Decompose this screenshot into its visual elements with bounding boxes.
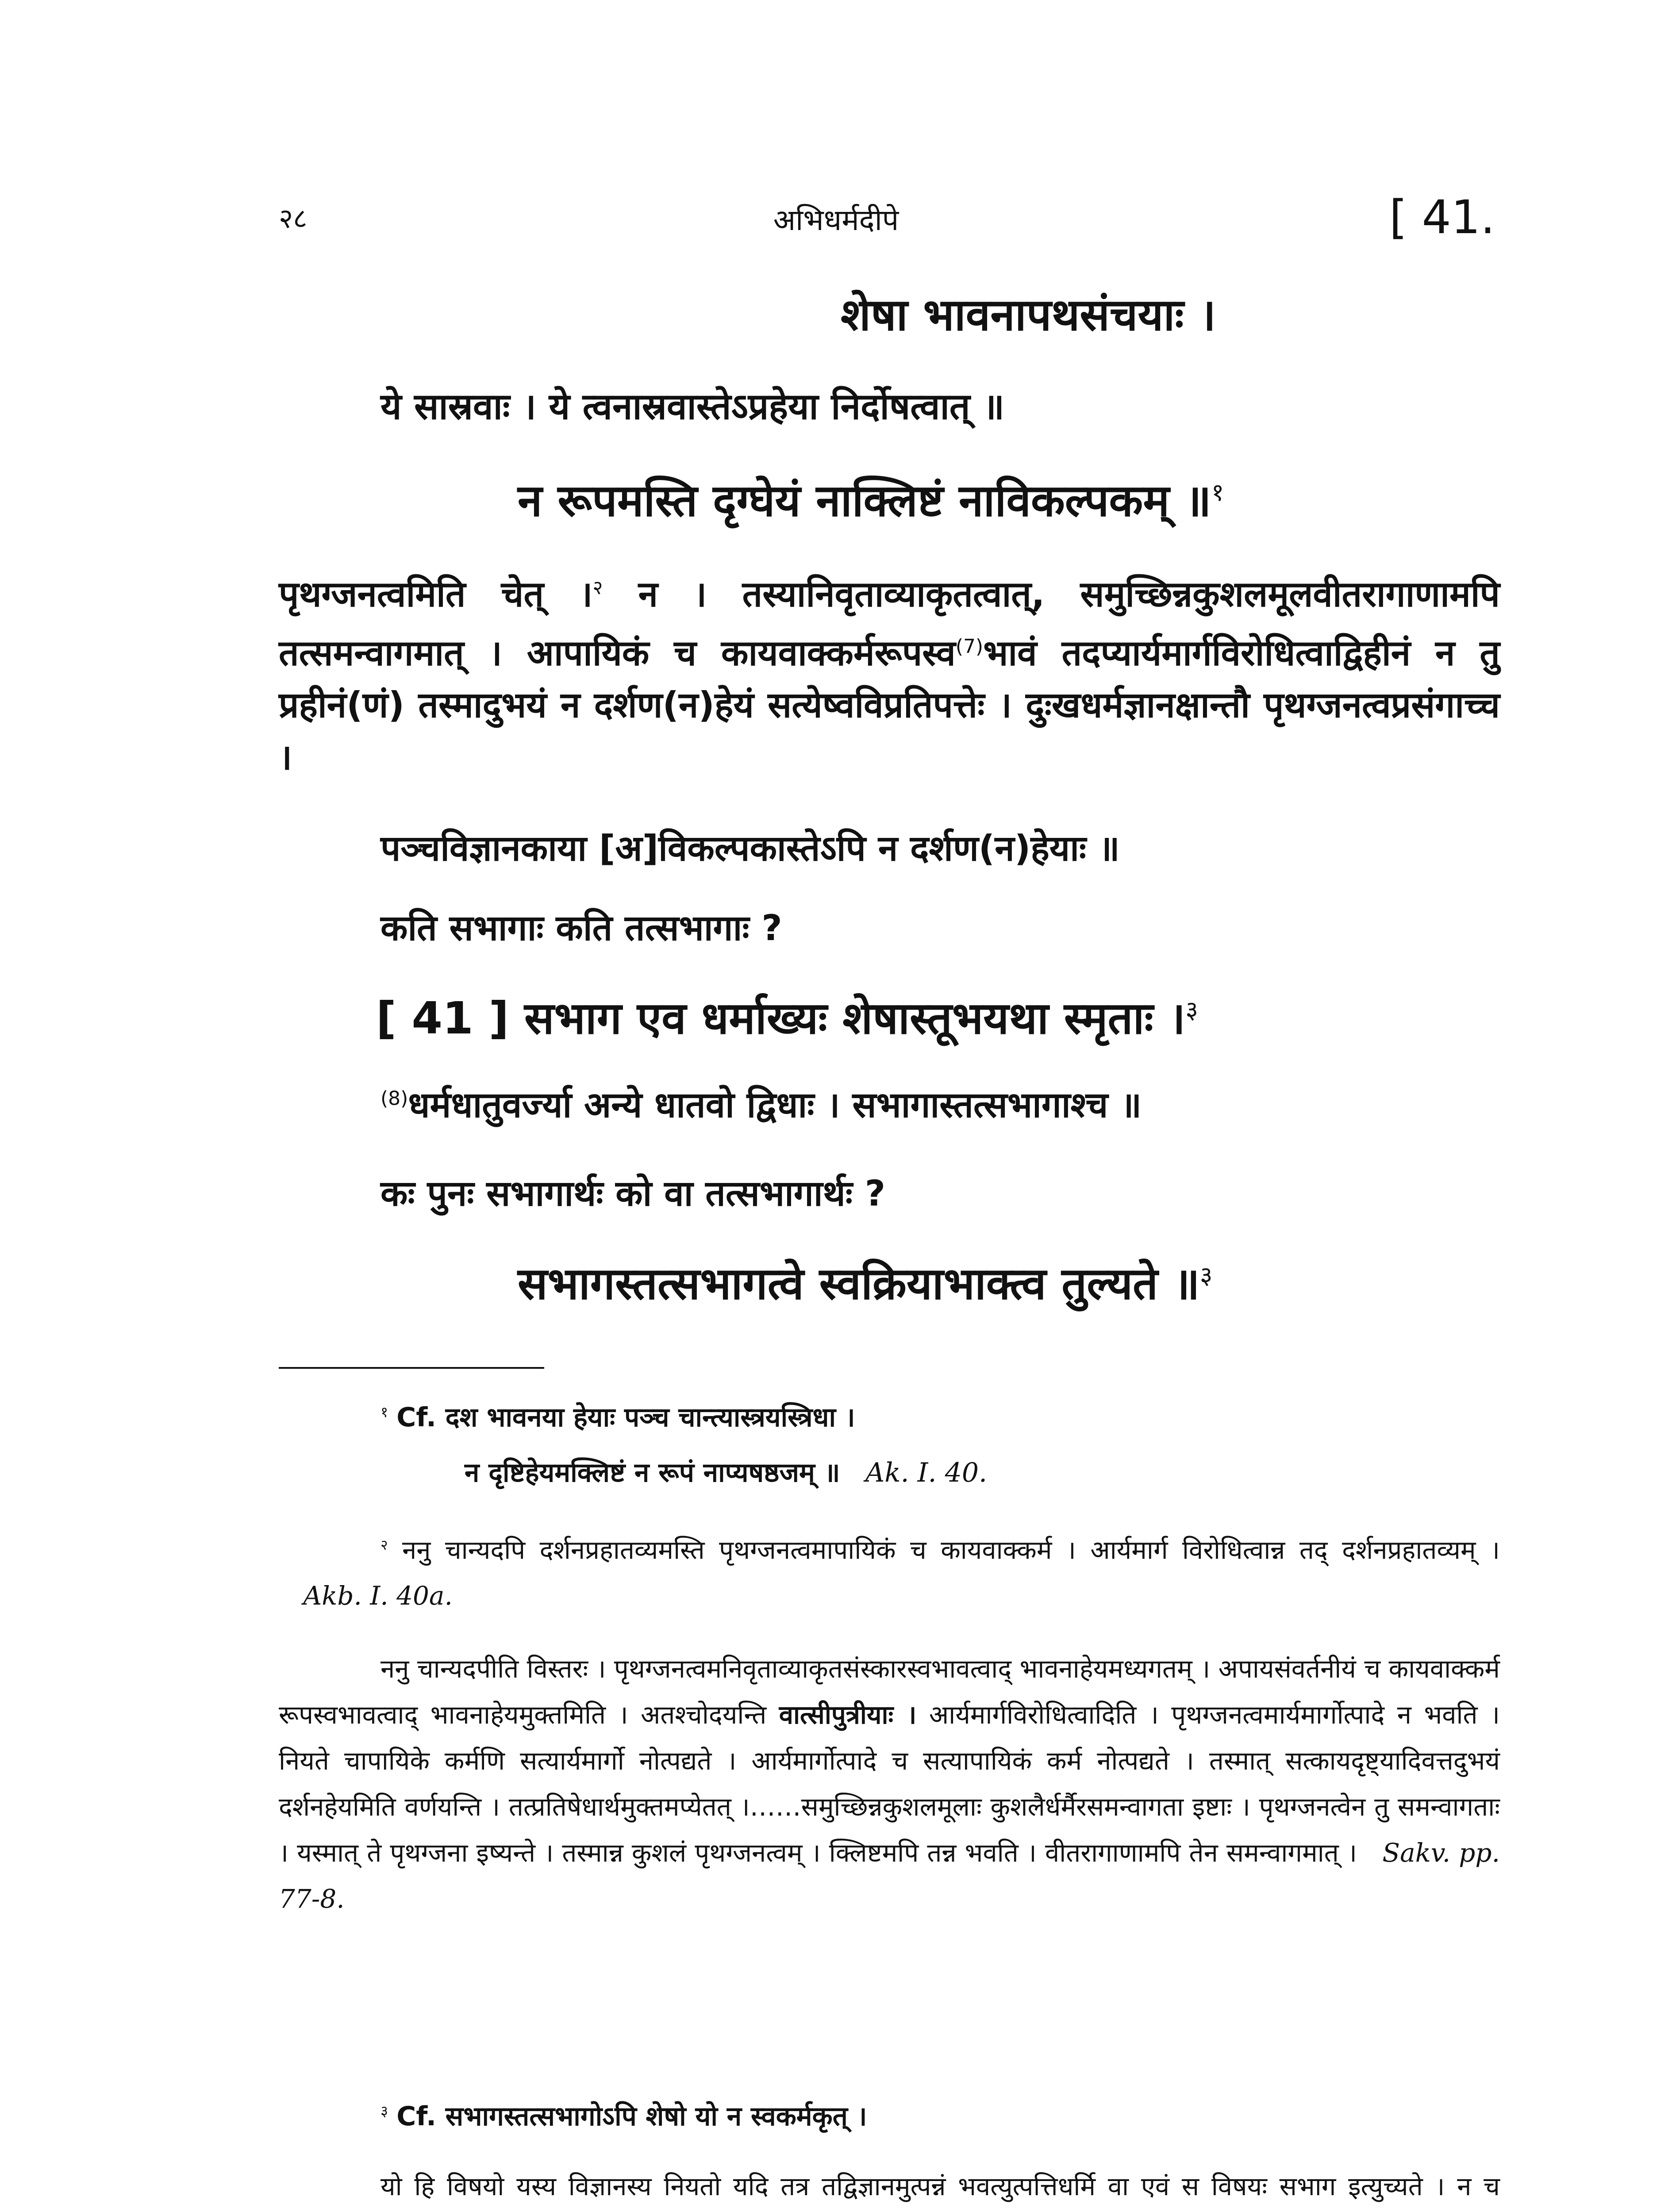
footnote-1-text: Cf. दश भावनया हेयाः पञ्च चान्त्यास्त्रयस्त्रिधा ।: [396, 1402, 855, 1433]
bracket-page-number: [ 41.: [1389, 190, 1495, 244]
footnote-2-commentary: [279, 1646, 1500, 1922]
footnote-3-para: यो हि विषयो यस्य विज्ञानस्य नियतो यदि तत्र तद्विज्ञानमुत्पन्नं भवत्युत्पत्तिधर्मि वा एवं स विषयः सभाग इत्युच्यते । न च: [381, 2171, 1500, 2201]
verse-1: शेषा भावनापथसंचयाः ।: [841, 289, 1216, 341]
commentary-line-8: [381, 1079, 1142, 1128]
verse-7: [376, 987, 1198, 1047]
footnote-2-para-2: आर्यमार्गविरोधित्वादिति । पृथग्जनत्वमार्यमार्गोत्पादे न भवति । नियते चापायिके कर्मणि सत्यार्यमार्गो नोत्पद्यते । आर्यमार्गोत्पादे च सत्यापायिकं कर्म नोत्पद्यते । तस्मात् सत्कायदृष्ट्यादिवत्तदुभयं दर्शनहेयमिति वर्णयन्ति । तत्प्रतिषेधार्थमुक्तमप्येतत् ।……समुच्छिन्नकुशलमूलाः कुशलैर्धर्मैरसमन्वागता इष्टाः । पृथग्जनत्वेन तु समन्वागताः । यस्मात् ते पृथग्जना इष्यन्ते । तस्मान्न कुशलं पृथग्जनत्वम् । क्लिष्टमपि तन्न भवति । वीतरागाणामपि तेन समन्वागमात् ।: [279, 1700, 1500, 1868]
footnote-2-number: २: [381, 1536, 388, 1553]
footnote-ref-1: १: [1211, 478, 1224, 507]
footnote-1-number: १: [381, 1403, 388, 1421]
footnote-1-line-1: [381, 1398, 855, 1434]
manuscript-marker-8: (8): [381, 1087, 408, 1110]
page-number: २८: [279, 202, 307, 234]
para-part-2: न । तस्यानिवृताव्याकृतत्वात्, समुच्छिन्नकुशलमूलवीतरागाणामपि तत्समन्वागमात् । आपायिकं च कायवाक्कर्मरूपस्व: [279, 573, 1500, 674]
footnote-1-line-2: [465, 1453, 987, 1490]
footnote-ref-3b: ३: [1199, 1261, 1213, 1290]
footnote-2-text: ननु चान्यदपि दर्शनप्रहातव्यमस्ति पृथग्जनत्वमापायिकं च कायवाक्कर्म । आर्यमार्ग विरोधित्वान्न तद् दर्शनप्रहातव्यम् ।: [402, 1535, 1500, 1565]
footnote-ref-3: ३: [1185, 995, 1198, 1024]
footnote-divider: [279, 1367, 544, 1369]
footnote-3-number: ३: [381, 2102, 388, 2120]
footnote-2-para: ननु चान्यदपीति विस्तरः । पृथग्जनत्वमनिवृताव्याकृतसंस्कारस्वभावत्वाद् भावनाहेयमध्यगतम् । अपायसंवर्तनीयं च कायवाक्कर्म रूपस्वभावत्वाद् भावनाहेयमुक्तमिति । अतश्चोदयन्ति: [279, 1654, 1500, 1730]
footnote-1-verse: न दृष्टिहेयमक्लिष्टं न रूपं नाप्यषष्ठजम् ॥: [465, 1457, 840, 1488]
footnote-3-commentary: [279, 2163, 1500, 2212]
manuscript-marker-7: (7): [955, 635, 984, 658]
verse-10-text: सभागस्तत्सभागत्वे स्वक्रियाभाक्त्व तुल्यते ॥: [518, 1258, 1200, 1310]
footnote-3-line: [381, 2097, 867, 2133]
verse-3: [518, 469, 1224, 529]
commentary-paragraph: [279, 562, 1500, 783]
running-title: अभिधर्मदीपे: [773, 203, 899, 237]
para-part-3: भावं तदप्यार्यमार्गविरोधित्वाद्विहीनं न तु प्रहीनं(णं) तस्मादुभयं न दर्शण(न)हेयं सत्येष्वविप्रतिपत्तेः । दुःखधर्मज्ञानक्षान्तौ पृथग्जनत्वप्रसंगाच्च ।: [279, 632, 1500, 778]
footnote-1-ref: Ak. I. 40.: [865, 1457, 988, 1488]
footnote-2-ref: Akb. I. 40a.: [303, 1581, 453, 1611]
footnote-ref-2: २: [592, 576, 603, 599]
line-8-text: धर्मधातुवर्ज्या अन्ये धातवो द्विधाः । सभागास्तत्सभागाश्च ॥: [408, 1084, 1142, 1125]
commentary-line-5: पञ्चविज्ञानकाया [अ]विकल्पकास्तेऽपि न दर्शण(न)हेयाः ॥: [381, 828, 1120, 869]
commentary-line-2: ये सास्रवाः । ये त्वनास्रवास्तेऽप्रहेया निर्दोषत्वात् ॥: [381, 386, 1005, 428]
footnote-2: [279, 1522, 1500, 1619]
question-line-9: कः पुनः सभागार्थः को वा तत्सभागार्थः ?: [381, 1173, 886, 1214]
verse-3-text: न रूपमस्ति दृग्घेयं नाक्लिष्टं नाविकल्पकम् ॥: [518, 475, 1211, 526]
footnote-2-bold: वात्सीपुत्रीयाः ।: [779, 1700, 917, 1730]
footnote-2-para-ref: Sakv. pp. 77-8.: [279, 1838, 1500, 1914]
verse-10: [518, 1252, 1212, 1312]
verse-7-text: [ 41 ] सभाग एव धर्माख्यः शेषास्तूभयथा स्मृताः ।: [376, 992, 1186, 1044]
para-part-1: पृथग्जनत्वमिति चेत् ।: [279, 573, 593, 615]
question-line-6: कति सभागाः कति तत्सभागाः ?: [381, 907, 782, 949]
footnote-3-text: Cf. सभागस्तत्सभागोऽपि शेषो यो न स्वकर्मकृत् ।: [396, 2101, 867, 2132]
